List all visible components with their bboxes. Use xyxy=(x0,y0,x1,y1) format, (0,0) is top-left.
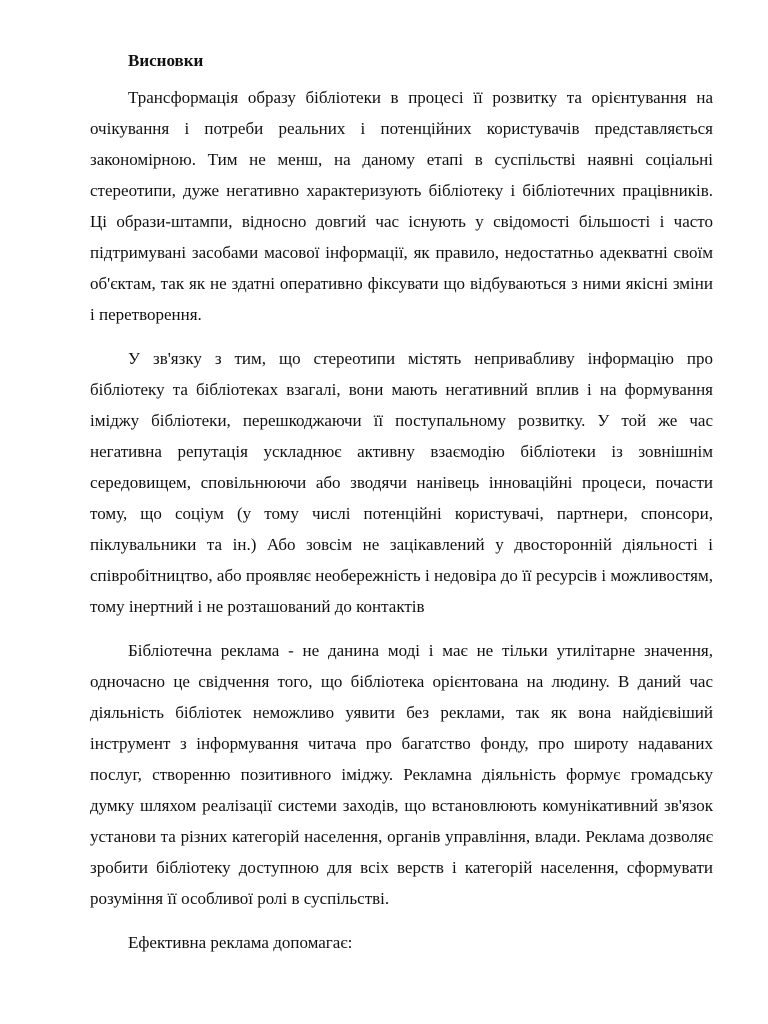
section-heading: Висновки xyxy=(128,51,204,70)
paragraph-3: Бібліотечна реклама - не данина моді і має не тільки утилітарне значення, одночасно це свідчення того, що бібліотека орієнтована на людину. В даний час діяльність бібліотек неможливо уявити без реклами, так як вона найдієвіший інструмент з інформування читача про багатство фонду, про широту надаваних послуг, створенню позитивного іміджу. Рекламна діяльність формує громадську думку шляхом реалізації системи заходів, що встановлюють комунікативний зв'язок установи та різних категорій населення, органів управління, влади. Реклама дозволяє зробити бібліотеку доступною для всіх верств і категорій населення, сформувати розуміння її особливої ролі в суспільстві. xyxy=(90,641,713,908)
paragraph-1: Трансформація образу бібліотеки в процесі її розвитку та орієнтування на очікування і потреби реальних і потенційних користувачів представляється закономірною. Тим не менш, на даному етапі в суспільстві наявні соціальні стереотипи, дуже негативно характеризують бібліотеку і бібліотечних працівників. Ці образи-штампи, відносно довгий час існують у свідомості більшості і часто підтримувані засобами масової інформації, як правило, недостатньо адекватні своїм об'єктам, так як не здатні оперативно фіксувати що відбуваються з ними якісні зміни і перетворення. xyxy=(90,88,713,324)
paragraph-2: У зв'язку з тим, що стереотипи містять непривабливу інформацію про бібліотеку та бібліотеках взагалі, вони мають негативний вплив і на формування іміджу бібліотеки, перешкоджаючи її поступальному розвитку. У той же час негативна репутація ускладнює активну взаємодію бібліотеки із зовнішнім середовищем, сповільнюючи або зводячи нанівець інноваційні процеси, почасти тому, що соціум (у тому числі потенційні користувачі, партнери, спонсори, піклувальники та ін.) Або зовсім не зацікавлений у двосторонній діяльності і співробітництво, або проявляє необережність і недовіра до її ресурсів і можливостям, тому інертний і не розташований до контактів xyxy=(90,349,713,616)
paragraph-4: Ефективна реклама допомагає: xyxy=(128,933,353,952)
